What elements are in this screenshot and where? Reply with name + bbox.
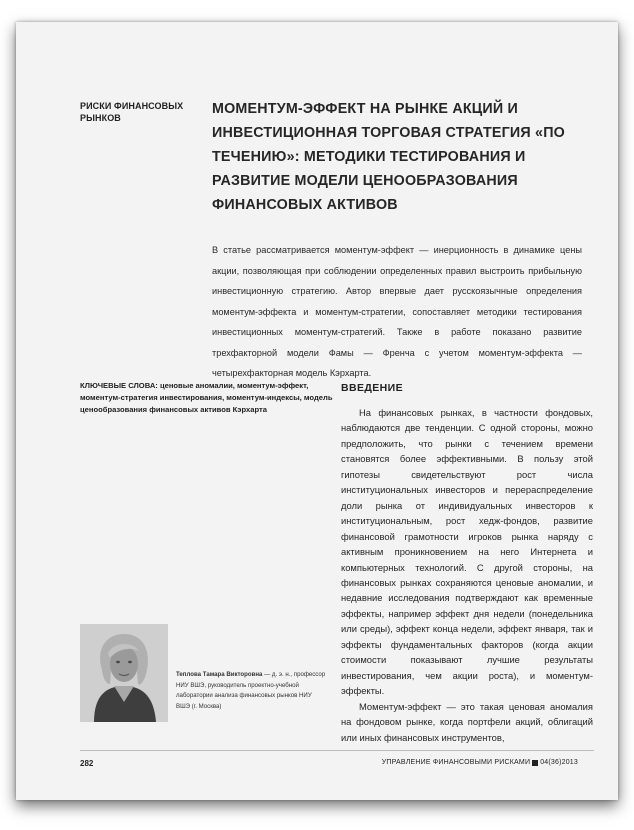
body-text bbox=[341, 405, 593, 745]
author-info bbox=[176, 670, 326, 712]
keywords: КЛЮЧЕВЫЕ СЛОВА: ценовые аномалии, моментум-эффект, моментум-стратегия инвестирования, моментум-индексы, модель ценообразования финансовых активов Кэрхарта bbox=[80, 381, 333, 414]
section-label: РИСКИ ФИНАНСОВЫХ РЫНКОВ bbox=[80, 101, 184, 123]
paragraph: Моментум-эффект — это такая ценовая аномалия на фондовом рынке, когда портфели акций, облигаций или иных финансовых инструментов, bbox=[341, 700, 593, 743]
author-details: — д. э. н., профессор НИУ ВШЭ, руководитель проектно-учебной лаборатории анализа финансовых рынков НИУ ВШЭ (г. Москва) bbox=[176, 671, 326, 710]
author-photo bbox=[80, 624, 168, 722]
author-name: Теплова Тамара Викторовна bbox=[176, 671, 263, 678]
square-separator-icon bbox=[532, 760, 538, 766]
page bbox=[16, 22, 618, 800]
portrait-image bbox=[80, 624, 168, 722]
journal-issue: 04(36)2013 bbox=[540, 759, 578, 766]
paragraph: На финансовых рынках, в частности фондовых, наблюдаются две тенденции. С одной стороны, можно предположить, что рынки с течением времени становятся более эффективными. В пользу этой гипотезы свидетельствуют рост числа институциональных инвесторов и перераспределение доли рынка от индивидуальных инвесторов к институциональным, рост хедж-фондов, развитие финансовой грамотности игроков рынка наряду с активным проникновением на него Интернета и компьютерных технологий. С другой стороны, на финансовых рынках сохраняются ценовые аномалии, и недавние исследования подтверждают как временные эффекты, например эффект дня недели (понедельника или среды), эффект конца недели, эффект января, так и эффекты фундаментальных факторов (когда акции стоимости показывают лучшие результаты инвестирования, чем акции роста), и моментум-эффекты. bbox=[341, 407, 593, 697]
footer-divider bbox=[80, 750, 594, 751]
intro-heading: ВВЕДЕНИЕ bbox=[341, 382, 403, 394]
article-title: МОМЕНТУМ-ЭФФЕКТ НА РЫНКЕ АКЦИЙ И ИНВЕСТИЦИОННАЯ ТОРГОВАЯ СТРАТЕГИЯ «ПО ТЕЧЕНИЮ»: МЕТОДИКИ ТЕСТИРОВАНИЯ И РАЗВИТИЕ МОДЕЛИ ЦЕНООБРАЗОВАНИЯ ФИНАНСОВЫХ АКТИВОВ bbox=[212, 101, 565, 213]
page-number: 282 bbox=[80, 759, 94, 768]
abstract: В статье рассматривается моментум-эффект — инерционность в динамике цены акции, позволяющая при соблюдении определенных правил выстроить прибыльную инвестиционную стратегию. Автор впервые дает русскоязычные определения моментум-эффекта и моментум-стратегии, сопоставляет методики тестирования инвестиционных моментум-стратегий. Также в работе показано развитие трехфакторной модели Фамы — Френча с учетом моментум-эффекта — четырехфакторная модель Кэрхарта. bbox=[212, 245, 582, 378]
journal-footer bbox=[382, 759, 578, 766]
journal-name: УПРАВЛЕНИЕ ФИНАНСОВЫМИ РИСКАМИ bbox=[381, 759, 531, 766]
